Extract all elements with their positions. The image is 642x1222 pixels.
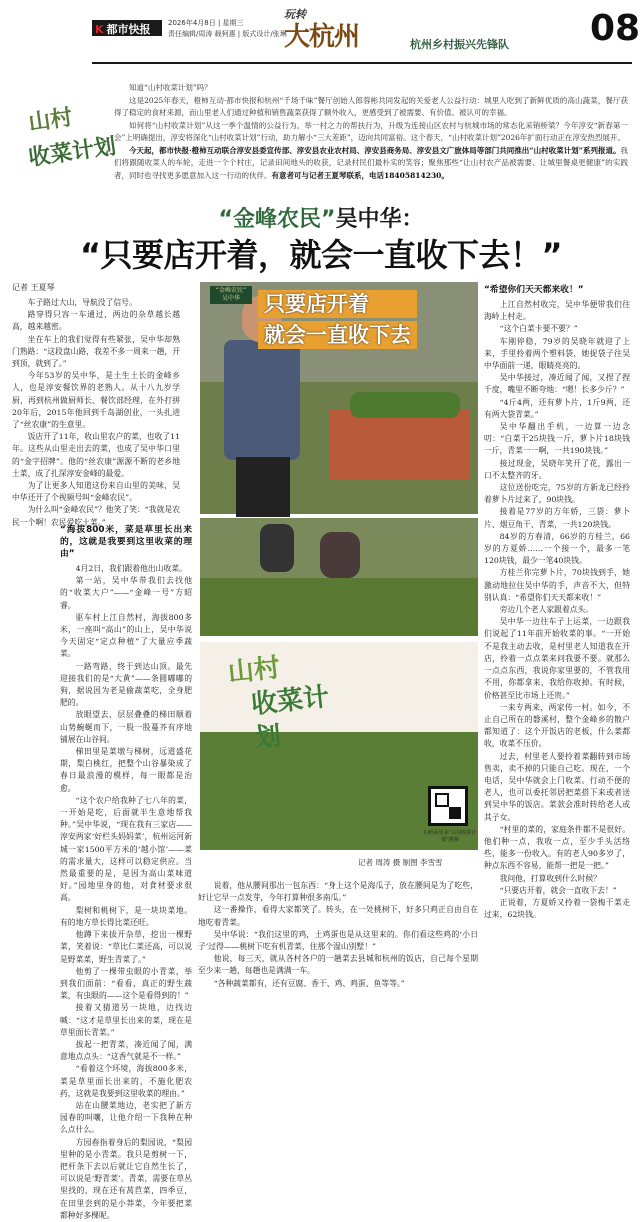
section-slogan: 杭州乡村振兴先锋队: [410, 38, 509, 51]
headline-main: “只要店开着，就会一直收下去！”: [79, 236, 563, 274]
byline: 记者 王夏琴: [12, 283, 55, 292]
brand-big: 大杭州: [284, 22, 360, 52]
header-rule: [92, 62, 632, 64]
article-column-1: 记者 王夏琴 车子路过大山，导航没了信号。 路穿得只容一车通过，两边的杂草越长越高，越来越密。 坐在车上的我们觉得有些紧张，吴中华却熟门熟路：“这段盘山路，我差不多一周来一趟，开到顶，就到了。” 今年53岁的吴中华，是土生土长的金峰乡人，也是淳安餐饮界的老熟人。从十八九岁学厨，再到杭州做厨师长、餐饮部经理，在外打拼20年后，2015年他回到千岛湖创业，一头扎进了“丝农康”的生意里。 饭店开了11年，收山里农户的菜，也收了11年。这些从山里走出去的菜，也成了吴中华口里的“金字招牌”。他的“丝农康”源源不断的老乡地土菜，成了扎深淳安金峰的最爱。 为了让更多人知道这份来自山里的美味，吴中华还开了个视频号叫“金峰农民”。 为什么叫“金峰农民”？他笑了笑：“我就是农民一个啊！农民爱吃土菜。”: [12, 283, 180, 527]
section-brand: [284, 6, 376, 62]
brand-top: 玩转: [284, 8, 306, 21]
article-column-4: “希望你们天天都来收！” 上江自然村收完，吴中华便带我们往海岭上村走。 “这个白菜卡要不要？” 车刚停稳，79岁的吴晓年就迎了上来，手里拎着两个塑料袋，她捉袋子往吴中华面前一递，眼睛亮亮的。 吴中华接过，凑近闻了闻，又捏了捏千度，嘴里不断夸地：“嗯！长多少斤？” “4斤4两，还有萝卜片，1斤9两，还有两大袋青菜。” 吴中华翻出手机，一边算一边念叨：“白菜干25块钱一斤，萝卜片18块钱一斤，青菜一一啊，一共190块钱。” 接过现金，吴晓年笑开了花，露出一口不太整齐的牙。 这位送份吃完，75岁的方新龙已经拎着萝卜片过来了，90块钱。 接着是77岁的方年娇，三袋：萝卜片、烟豆角干、青菜，一共120块钱。 84岁的方春清，66岁的方桂兰，66岁的方夏娇……一个接一个，最多一笔120块钱，最少一笔40块钱。 方桂兰你完萝卜片，70块钱到手，她激动地拉住吴中华的手，声音不大，但特别认真：“希望你们天天都来收！” 旁边几个老人家跟着点头。 吴中华一边往车子上运菜，一边跟我们说起了11年前开始收菜的事。“一开始不是我主动去收，是村里老人知道我在开店，拎着一点点菜来问我要不要。就那么一点点东西，我说你家里要的，不管我用不用，你都拿来，我给你收掉。有时候，价格甚至比市场上还贵。” 一来专两来，两家传一村。如今，不止自己所在的磐溪村，整个金峰乡的散户都知道了：这个开饭店的老板，什么菜都收，收菜不压价。 过去，村里老人要拎着菜翻转到市场售卖，卖不掉的只能自己吃。现在，一个电话，吴中华就会上门收菜。行动不便的老人，也可以委托邻居把菜搭下来或者送到吴中华的饭店。菜款会准时转给老人或其子女。 “村里的菜的，家庭条件都不是很好。他们种一点，我收一点，至少手头活络些，能多一份收入。有的老人90多岁了，种点东西不容易，能帮一把是一把。” 我问他，打算收到什么时候？ “只要店开着，就会一直收下去！” 正说着，方夏娇又拎着一袋梅干菜走过来，62块钱。: [484, 285, 630, 920]
qr-code-icon[interactable]: [428, 786, 468, 826]
vegetables: [350, 392, 460, 418]
page-header: [0, 0, 642, 66]
photo-credit: 记者 周涛 摄 制图 李雪雪: [358, 858, 443, 867]
article-column-3: 说着，他从腰间那出一包东西：“身上这个是海瓜子，放在腰间是为了吃些，好让它早一点发芽，今年打算种很多南瓜。” 这一番操作，看得大家都笑了。转头，在一处桃树下，好多只鸡正自由自在地吃着青菜。 吴中华说：“我们这里的鸡，土鸡蛋也是从这里来的。你们看这些鸡的‘小日子’过得——桃树下吃有机青菜，住那个湿山别墅！” 他说，每三天，就从各村各户的一趟菜去县城和杭州的饭店，自己每个星期至少来一趟，每趟也是满满一车。 “各种蔬菜都有，还有豆腐、香干、鸡、鸡蛋、鱼等等。”: [198, 881, 478, 988]
editor-credits: 责任编辑/周涛 载柯惠 | 版式设计/张琳: [168, 30, 287, 38]
subheading-2: “希望你们天天都来收！”: [484, 285, 584, 295]
newspaper-logo: K 都市快报: [92, 20, 162, 36]
qr-caption: 扫码看更多“山村收菜计划”视频: [423, 830, 477, 843]
header-info: [168, 18, 287, 40]
intro-block: 知道“山村收菜计划”吗？ 这是2025年春天，橙柿互动·都市快报和杭州“千场千味”餐厅创始人郎蓉彬共同发起的关爱老人公益行动：城里人吃到了新鲜优质的高山蔬菜，餐厅获得了稳定的食材来源，而山里老人们通过种植和销售蔬菜获得了额外收入，更感受到了被需要、有价值、被认可的幸福。 如何将“山村收菜计划”从这一季个温情的公益行为，举一村之力的帮扶行为，升级为连接山区农村与杭城市场的常态化采销桥梁？今年淳安“新春第一会”上明确提出，淳安将深化“山村收菜计划”行动，助力解小“三大差距”，迈向共同富裕。这个春天，“山村收菜计划”2026年扩面行动正在淳安热烈展开。 今天起，都市快报·橙柿互动联合淳安县委宣传部、淳安县农业农村局、淳安县商务局、淳安县文广旅体局等部门共同推出“山村收菜计划”系列报道。我们将跟随收菜人的车轮，走进一个个村庄，记录田间地头的收获，记录村民们最朴实的笑容；聚焦那些“让山村农产品被需要、让城里餐桌更健康”的实践者，同时也寻找更多愿意加入这一行动的伙伴。有意者可与记者王夏琴联系，电话18405814230。: [114, 83, 628, 180]
page-number: 08: [590, 8, 641, 49]
subheading-1: “海拔800米，菜是草里长出来的，这就是我要到这里收菜的理由”: [60, 525, 192, 559]
campaign-stamp: 山村 收菜计划: [226, 653, 331, 754]
photo-overlay-title: 只要店开着 就会一直收下去: [258, 290, 417, 352]
logo-k-icon: K: [95, 23, 104, 36]
field-photo: [200, 518, 478, 636]
headline-kicker: “金峰农民”吴中华：: [218, 207, 424, 232]
video-tag: “金峰农民” 吴中华: [210, 286, 252, 304]
vegetable-cart: [330, 410, 470, 480]
issue-date: 2026年4月8日 | 星期三: [168, 19, 244, 27]
article-column-2: “海拔800米，菜是草里长出来的，这就是我要到这里收菜的理由” 4月2日，我们跟着他出山收菜。 第一站，吴中华带我们去找他的“收菜大户”——“金峰一号”方昭睿。 驱车村上江自然村，海拔800多米，一座叫“高山”的山上，吴中华说今天固定“定点种植”了大量应季蔬菜。 一路弯路，终于到达山顶。最先迎接我们的是“大黄”——条圆嘟嘟的狗，据说因为老是偷蔬菜吃，全身肥肥的。 放眼望去，层层叠叠的梯田顺着山势蜿蜒而下，一股一股蔓芥有序地铺展在山谷间。 梯田里是菜墩与梯树，远道盛花期，梨白桃红，把整个山谷暴染成了春日最浪漫的模样，每一眼都是治愈。 “这个农户给我种了七八年的菜，一开始是吃，后面就半生意地帮我种。”吴中华说，“现在我有三家店——淳安两家‘好栏头妈妈菜’，杭州运河新城一家1500平方米的‘越小馆’——菜的需求量大，这样可以稳定供应。当然最重要的是，是因为高山菜味道好。”园地里身的他，对食材要求很高。 梨树和桃树下，是一块块菜地。有的地方草长得比菜还旺。 他蹲下来拔开杂草，挖出一棵野菜，笑着说：“草比仁菜还高，可以说是野菜菜，野生青菜了。” 他剪了一棵带虫眼的小青菜，举到我们面前：“看看，真正的野生蔬菜，有虫眼的——这个是看得到的！” 接着又猜道另一块地，边找边喊：“这才是草里长出来的菜，现在是草里面长青菜。” 拔起一把青菜，凑近闻了闻，满意地点点头：“这香气就是不一样。” “看着这个环境，海拔800多米，菜是草里面长出来的，不施化肥农药，这就是我要到这里收菜的理由。” 站在山腰菜地边，老实把了新方园春的叫嚷，让他介绍一下我种在种么点什么。 方园春指着身后的梨园说，“梨园里种的是小青菜。我只是剪树一下，把杆条下去以后就让它自然生长了，可以说是‘野青菜’。青菜，需要在草丛里找的，现在还有莴苣菜，四季豆，在田里尝到的是小莽菜，今年要把菜都种好多棵呢。: [60, 525, 192, 1220]
intro-calligraphy: 山村 收菜计划: [26, 104, 118, 172]
